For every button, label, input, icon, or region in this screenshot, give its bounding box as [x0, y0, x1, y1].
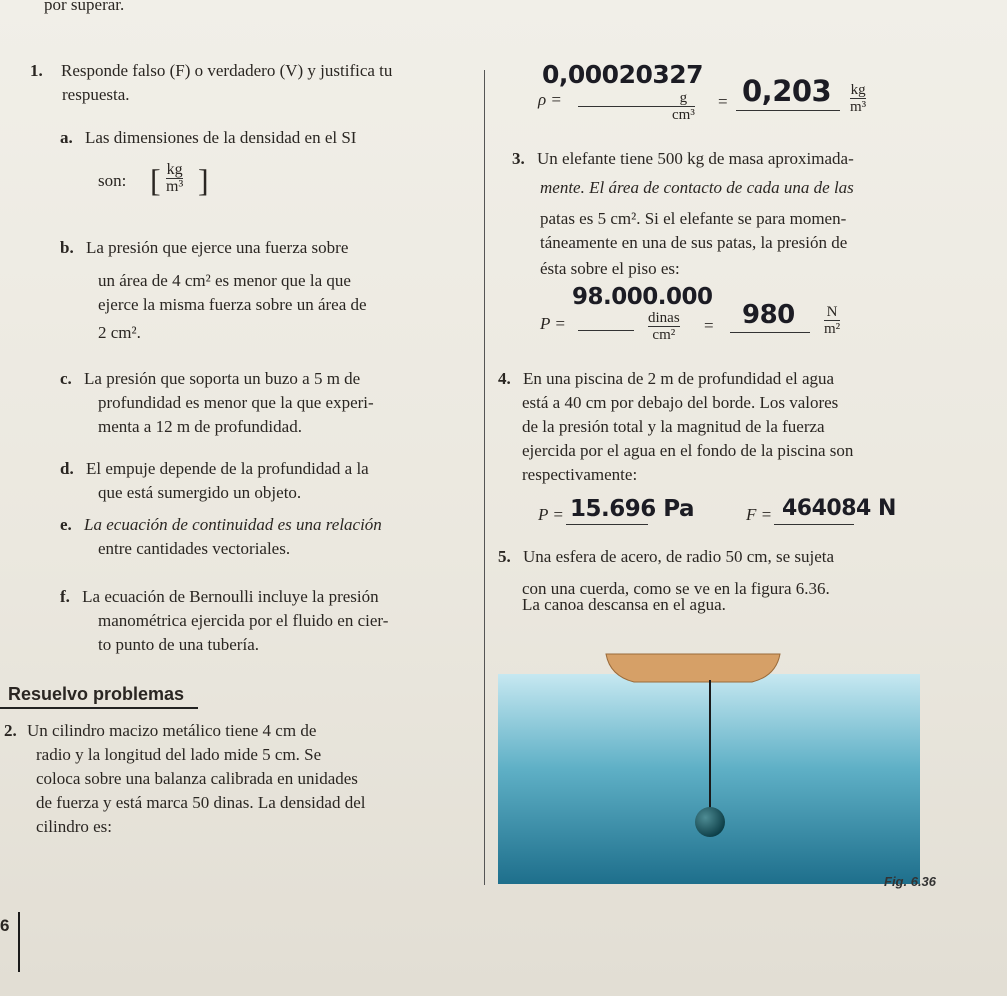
rho-unit1	[672, 90, 695, 123]
item-b-line1: La presión que ejerce una fuerza sobre	[85, 238, 349, 257]
si-density-unit	[166, 162, 183, 195]
item-c-letter: c.	[60, 369, 72, 388]
item-c-line3: menta a 12 m de profundidad.	[98, 417, 302, 436]
unit-m3: m³	[166, 178, 184, 195]
item-f-line2: manométrica ejercida por el fluido en cier-	[98, 611, 389, 630]
p4-f-symbol: F =	[746, 505, 773, 524]
rho-handwritten-kg-value: 0,203	[742, 74, 832, 108]
p3-handwritten-value: 98.000.000	[572, 284, 713, 310]
page-edge-rule	[18, 912, 20, 972]
section-title: Resuelvo problemas	[0, 682, 198, 709]
item-f-line3: to punto de una tubería.	[98, 635, 259, 654]
item-f-line1: La ecuación de Bernoulli incluye la presión	[82, 587, 379, 606]
q1-item-a	[60, 125, 356, 150]
p4-p-symbol: P =	[538, 505, 564, 524]
item-d-line2: que está sumergido un objeto.	[98, 483, 302, 502]
q2-number: 2.	[4, 721, 17, 740]
q2-line1: Un cilindro macizo metálico tiene 4 cm de	[27, 721, 317, 740]
p3-handwritten-result: 980	[742, 300, 795, 330]
p3-answer-line-2	[730, 332, 810, 333]
unit-kg: kg	[166, 161, 183, 178]
q1-number: 1.	[30, 61, 43, 80]
item-e-letter: e.	[60, 515, 72, 534]
unit-m2: m²	[824, 321, 841, 337]
q1-prompt-line1: Responde falso (F) o verdadero (V) y justifica tu	[61, 61, 393, 80]
unit-m3: m³	[850, 99, 867, 115]
header-cut-text: por superar.	[44, 0, 125, 14]
question-5	[498, 544, 834, 569]
item-e-line2: entre cantidades vectoriales.	[98, 539, 291, 558]
q5-line1: Una esfera de acero, de radio 50 cm, se sujeta	[523, 547, 835, 566]
q1-item-e	[60, 512, 382, 537]
item-a-line2: son:	[98, 171, 127, 190]
q4-number: 4.	[498, 369, 511, 388]
p3-unit1	[648, 310, 680, 343]
q4-line1: En una piscina de 2 m de profundidad el agua	[523, 369, 835, 388]
item-b-line4: 2 cm².	[98, 323, 141, 342]
unit-bracket-right: ]	[198, 162, 209, 198]
unit-kg: kg	[850, 82, 866, 98]
p4-force-handwritten: 464084 N	[782, 496, 896, 521]
p3-symbol: P =	[540, 314, 566, 333]
q5-line2: con una cuerda, como se ve en la figura 6.36.	[522, 579, 830, 598]
unit-cm2: cm²	[652, 327, 676, 343]
canoe	[606, 654, 780, 682]
q1-item-f	[60, 584, 379, 609]
question-1	[30, 58, 480, 83]
q2-line2: radio y la longitud del lado mide 5 cm. Se	[36, 745, 322, 764]
q1-item-c	[60, 366, 360, 391]
q4-line4: ejercida por el agua en el fondo de la piscina son	[522, 441, 854, 460]
item-b-letter: b.	[60, 238, 74, 257]
q3-line4: táneamente en una de sus patas, la presión de	[540, 233, 848, 252]
q2-line5: cilindro es:	[36, 817, 113, 836]
q3-line1: Un elefante tiene 500 kg de masa aproximada-	[537, 149, 854, 168]
figure-canoe-sphere	[484, 640, 1007, 885]
unit-n: N	[826, 304, 838, 320]
q4-line3: de la presión total y la magnitud de la fuerza	[522, 417, 825, 436]
q3-number: 3.	[512, 149, 525, 168]
figure-caption: Fig. 6.36	[884, 874, 937, 889]
p4-pressure-handwritten: 15.696 Pa	[570, 496, 695, 522]
p4-p-line	[566, 524, 648, 525]
q5-line3: La canoa descansa en el agua.	[522, 595, 726, 614]
p3-answer-line	[578, 330, 634, 331]
item-c-line1: La presión que soporta un buzo a 5 m de	[84, 369, 361, 388]
rho-answer-line	[578, 106, 674, 107]
item-d-letter: d.	[60, 459, 74, 478]
q1-item-b	[60, 235, 348, 260]
p3-unit2	[824, 304, 840, 337]
rho-symbol: ρ =	[538, 90, 562, 109]
q2-line3: coloca sobre una balanza calibrada en unidades	[36, 769, 358, 788]
rho-equals: =	[718, 92, 728, 111]
q4-line5: respectivamente:	[522, 465, 638, 484]
p4-f-line	[774, 524, 854, 525]
question-4	[498, 366, 834, 391]
unit-g: g	[679, 90, 688, 106]
rho-answer-line-2	[736, 110, 840, 111]
q5-number: 5.	[498, 547, 511, 566]
item-a-letter: a.	[60, 128, 73, 147]
q1-item-d	[60, 456, 369, 481]
q3-line5: ésta sobre el piso es:	[540, 259, 680, 278]
item-e-line1: La ecuación de continuidad es una relación	[84, 515, 382, 534]
page-number: 6	[0, 916, 10, 935]
unit-bracket-left: [	[150, 162, 161, 198]
item-a-line1: Las dimensiones de la densidad en el SI	[85, 128, 357, 147]
question-2	[4, 718, 316, 743]
q2-line4: de fuerza y está marca 50 dinas. La densidad del	[36, 793, 366, 812]
item-f-letter: f.	[60, 587, 70, 606]
q3-line2: mente. El área de contacto de cada una de las	[540, 178, 854, 197]
unit-dinas: dinas	[648, 310, 680, 326]
p3-equals: =	[704, 316, 714, 335]
item-b-line3: ejerce la misma fuerza sobre un área de	[98, 295, 367, 314]
q1-prompt-line2: respuesta.	[62, 85, 130, 104]
item-b-line2: un área de 4 cm² es menor que la que	[98, 271, 351, 290]
item-c-line2: profundidad es menor que la que experi-	[98, 393, 374, 412]
rho-unit2	[850, 82, 866, 115]
question-3	[512, 146, 854, 171]
q3-line3: patas es 5 cm². Si el elefante se para momen-	[540, 209, 847, 228]
rho-handwritten-value: 0,00020327	[542, 60, 704, 89]
q4-line2: está a 40 cm por debajo del borde. Los valores	[522, 393, 839, 412]
steel-sphere	[695, 807, 725, 837]
unit-cm3: cm³	[672, 107, 695, 123]
item-d-line1: El empuje depende de la profundidad a la	[85, 459, 369, 478]
